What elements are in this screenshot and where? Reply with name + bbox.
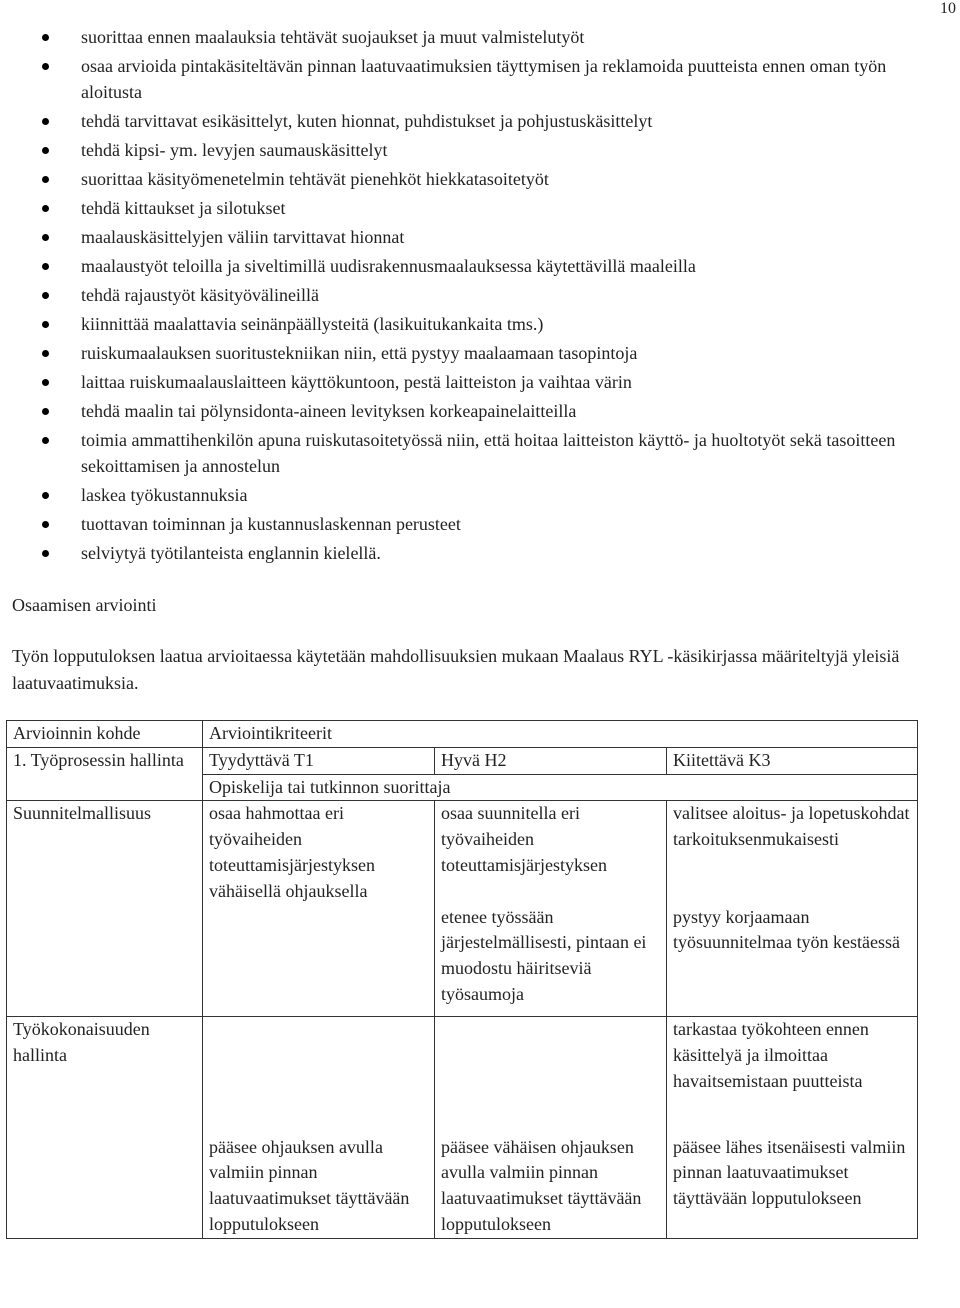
empty-cell [435, 1017, 667, 1135]
table-row [7, 747, 918, 774]
intro-paragraph: Työn lopputuloksen laatua arvioitaessa käytetään mahdollisuuksien mukaan Maalaus RYL -käsikirjassa määriteltyjä yleisiä laatuvaatimuksia. [12, 646, 900, 693]
section-heading: Osaamisen arviointi [12, 595, 157, 615]
list-item: kiinnittää maalattavia seinänpäällysteitä (lasikuitukankaita tms.) [32, 311, 947, 337]
table-row [7, 1135, 918, 1239]
list-item: maalauskäsittelyjen väliin tarvittavat hionnat [32, 224, 947, 250]
list-item: tuottavan toiminnan ja kustannuslaskennan perusteet [32, 511, 947, 537]
level-good-h2: Hyvä H2 [435, 747, 667, 774]
table-row [7, 1017, 918, 1135]
list-item: maalaustyöt teloilla ja siveltimillä uudisrakennusmaalauksessa käytettävillä maaleilla [32, 253, 947, 279]
planning-k3-continued: pystyy korjaamaan työsuunnitelmaa työn kestäessä [667, 905, 918, 1017]
empty-cell [7, 1135, 203, 1239]
list-item: tehdä kittaukset ja silotukset [32, 195, 947, 221]
level-excellent-k3: Kiitettävä K3 [667, 747, 918, 774]
list-item: laskea työkustannuksia [32, 482, 947, 508]
subject-label: Opiskelija tai tutkinnon suorittaja [203, 774, 918, 801]
empty-cell [203, 1017, 435, 1135]
list-item: tehdä maalin tai pölynsidonta-aineen levityksen korkeapainelaitteilla [32, 398, 947, 424]
header-assessment-criteria: Arviointikriteerit [203, 721, 918, 748]
table-row [7, 905, 918, 1017]
header-assessment-target: Arvioinnin kohde [7, 721, 203, 748]
planning-t1: osaa hahmottaa eri työvaiheiden toteuttamisjärjestyksen vähäisellä ohjauksella [203, 801, 435, 905]
list-item: toimia ammattihenkilön apuna ruiskutasoitetyössä niin, että hoitaa laitteiston käyttö- ja huoltotyöt sekä tasoitteen sekoittamisen ja annostelun [32, 427, 947, 479]
criterion-work-management: Työkokonaisuuden hallinta [7, 1017, 203, 1135]
list-item: selviytyä työtilanteista englannin kielellä. [32, 540, 947, 566]
work-management-t1: pääsee ohjauksen avulla valmiin pinnan laatuvaatimukset täyttävään lopputulokseen [203, 1135, 435, 1239]
planning-h2-continued: etenee työssään järjestelmällisesti, pintaan ei muodostu häiritseviä työsaumoja [435, 905, 667, 1017]
work-management-k3: tarkastaa työkohteen ennen käsittelyä ja ilmoittaa havaitsemistaan puutteista [667, 1017, 918, 1135]
empty-cell [7, 905, 203, 1017]
row-topic-process-management: 1. Työprosessin hallinta [7, 747, 203, 801]
list-item: laittaa ruiskumaalauslaitteen käyttökuntoon, pestä laitteiston ja vaihtaa värin [32, 369, 947, 395]
planning-k3: valitsee aloitus- ja lopetuskohdat tarkoituksenmukaisesti [667, 801, 918, 905]
list-item: tehdä rajaustyöt käsityövälineillä [32, 282, 947, 308]
list-item: tehdä kipsi- ym. levyjen saumauskäsittelyt [32, 137, 947, 163]
criterion-planning: Suunnitelmallisuus [7, 801, 203, 905]
assessment-criteria-table [6, 720, 918, 1239]
table-row [7, 721, 918, 748]
skills-bullet-list [32, 24, 947, 569]
work-management-h2: pääsee vähäisen ohjauksen avulla valmiin pinnan laatuvaatimukset täyttävään lopputulokseen [435, 1135, 667, 1239]
level-satisfactory-t1: Tyydyttävä T1 [203, 747, 435, 774]
work-management-k3-continued: pääsee lähes itsenäisesti valmiin pinnan laatuvaatimukset täyttävään lopputulokseen [667, 1135, 918, 1239]
table-row [7, 801, 918, 905]
list-item: osaa arvioida pintakäsiteltävän pinnan laatuvaatimuksien täyttymisen ja reklamoida puutteista ennen oman työn aloitusta [32, 53, 947, 105]
list-item: suorittaa ennen maalauksia tehtävät suojaukset ja muut valmistelutyöt [32, 24, 947, 50]
list-item: tehdä tarvittavat esikäsittelyt, kuten hionnat, puhdistukset ja pohjustuskäsittelyt [32, 108, 947, 134]
empty-cell [203, 905, 435, 1017]
list-item: ruiskumaalauksen suoritustekniikan niin, että pystyy maalaamaan tasopintoja [32, 340, 947, 366]
list-item: suorittaa käsityömenetelmin tehtävät pienehköt hiekkatasoitetyöt [32, 166, 947, 192]
page-number: 10 [940, 0, 956, 17]
planning-h2: osaa suunnitella eri työvaiheiden toteuttamisjärjestyksen [435, 801, 667, 905]
